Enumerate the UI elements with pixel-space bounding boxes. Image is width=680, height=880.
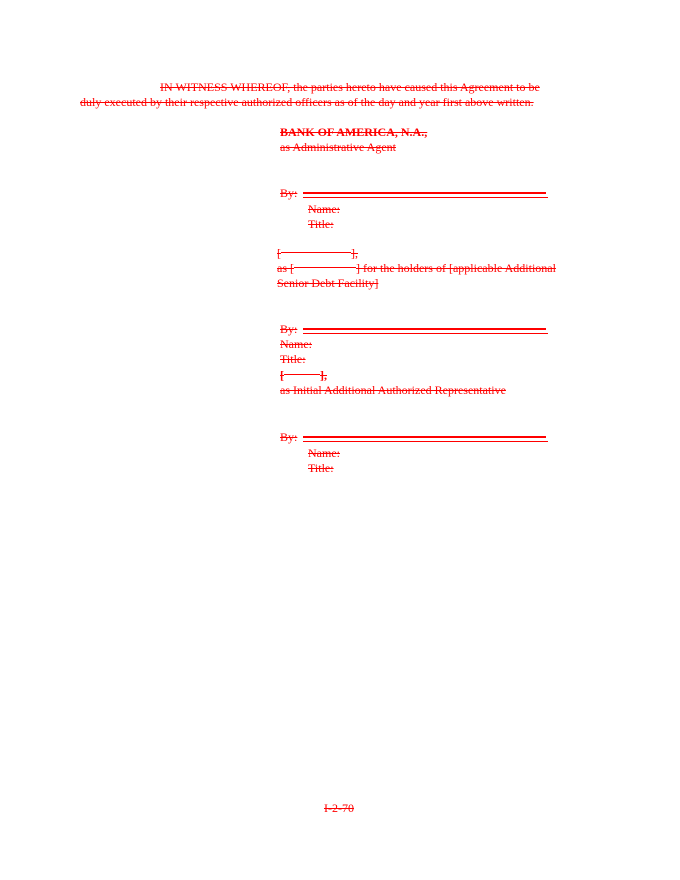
bank-signature-underline (303, 197, 548, 198)
bank-name-label: Name: (308, 202, 340, 216)
bank-by-label: By: (280, 186, 298, 200)
holder-name-label: Name: (280, 337, 312, 351)
holder-role-blank (294, 267, 356, 268)
rep-signature-line (303, 436, 546, 438)
page-number: I-2-70 (324, 801, 354, 815)
holder-open-bracket: [ (277, 246, 281, 260)
bank-name: BANK OF AMERICA, N.A., (280, 125, 428, 139)
rep-party-line (280, 368, 327, 382)
holder-title-label: Title: (280, 352, 306, 366)
holder-role-line-2: Senior Debt Facility] (277, 276, 379, 290)
holder-as-open: as [ (277, 261, 294, 275)
holder-party-blank (281, 252, 351, 253)
rep-name-label: Name: (308, 446, 340, 460)
rep-close-bracket: ], (320, 368, 327, 382)
holder-by-label: By: (280, 322, 298, 336)
holder-party-line (277, 246, 358, 260)
bank-signature-line (303, 192, 546, 194)
bank-role: as Administrative Agent (280, 140, 396, 154)
rep-open-bracket: [ (280, 368, 284, 382)
rep-party-blank (284, 374, 320, 375)
rep-by-label: By: (280, 430, 298, 444)
bank-title-label: Title: (308, 217, 334, 231)
holder-signature-underline (303, 333, 548, 334)
holder-close-bracket: ], (351, 246, 358, 260)
holder-role-rest: ] for the holders of [applicable Additional (356, 261, 556, 275)
rep-role: as Initial Additional Authorized Representative (280, 383, 506, 397)
rep-title-label: Title: (308, 461, 334, 475)
witness-line-2: duly executed by their respective authorized officers as of the day and year first above written. (80, 95, 534, 109)
witness-line-1: IN WITNESS WHEREOF, the parties hereto have caused this Agreement to be (160, 80, 540, 94)
rep-signature-underline (303, 441, 548, 442)
holder-role-line-1 (277, 261, 556, 275)
holder-signature-line (303, 328, 546, 330)
